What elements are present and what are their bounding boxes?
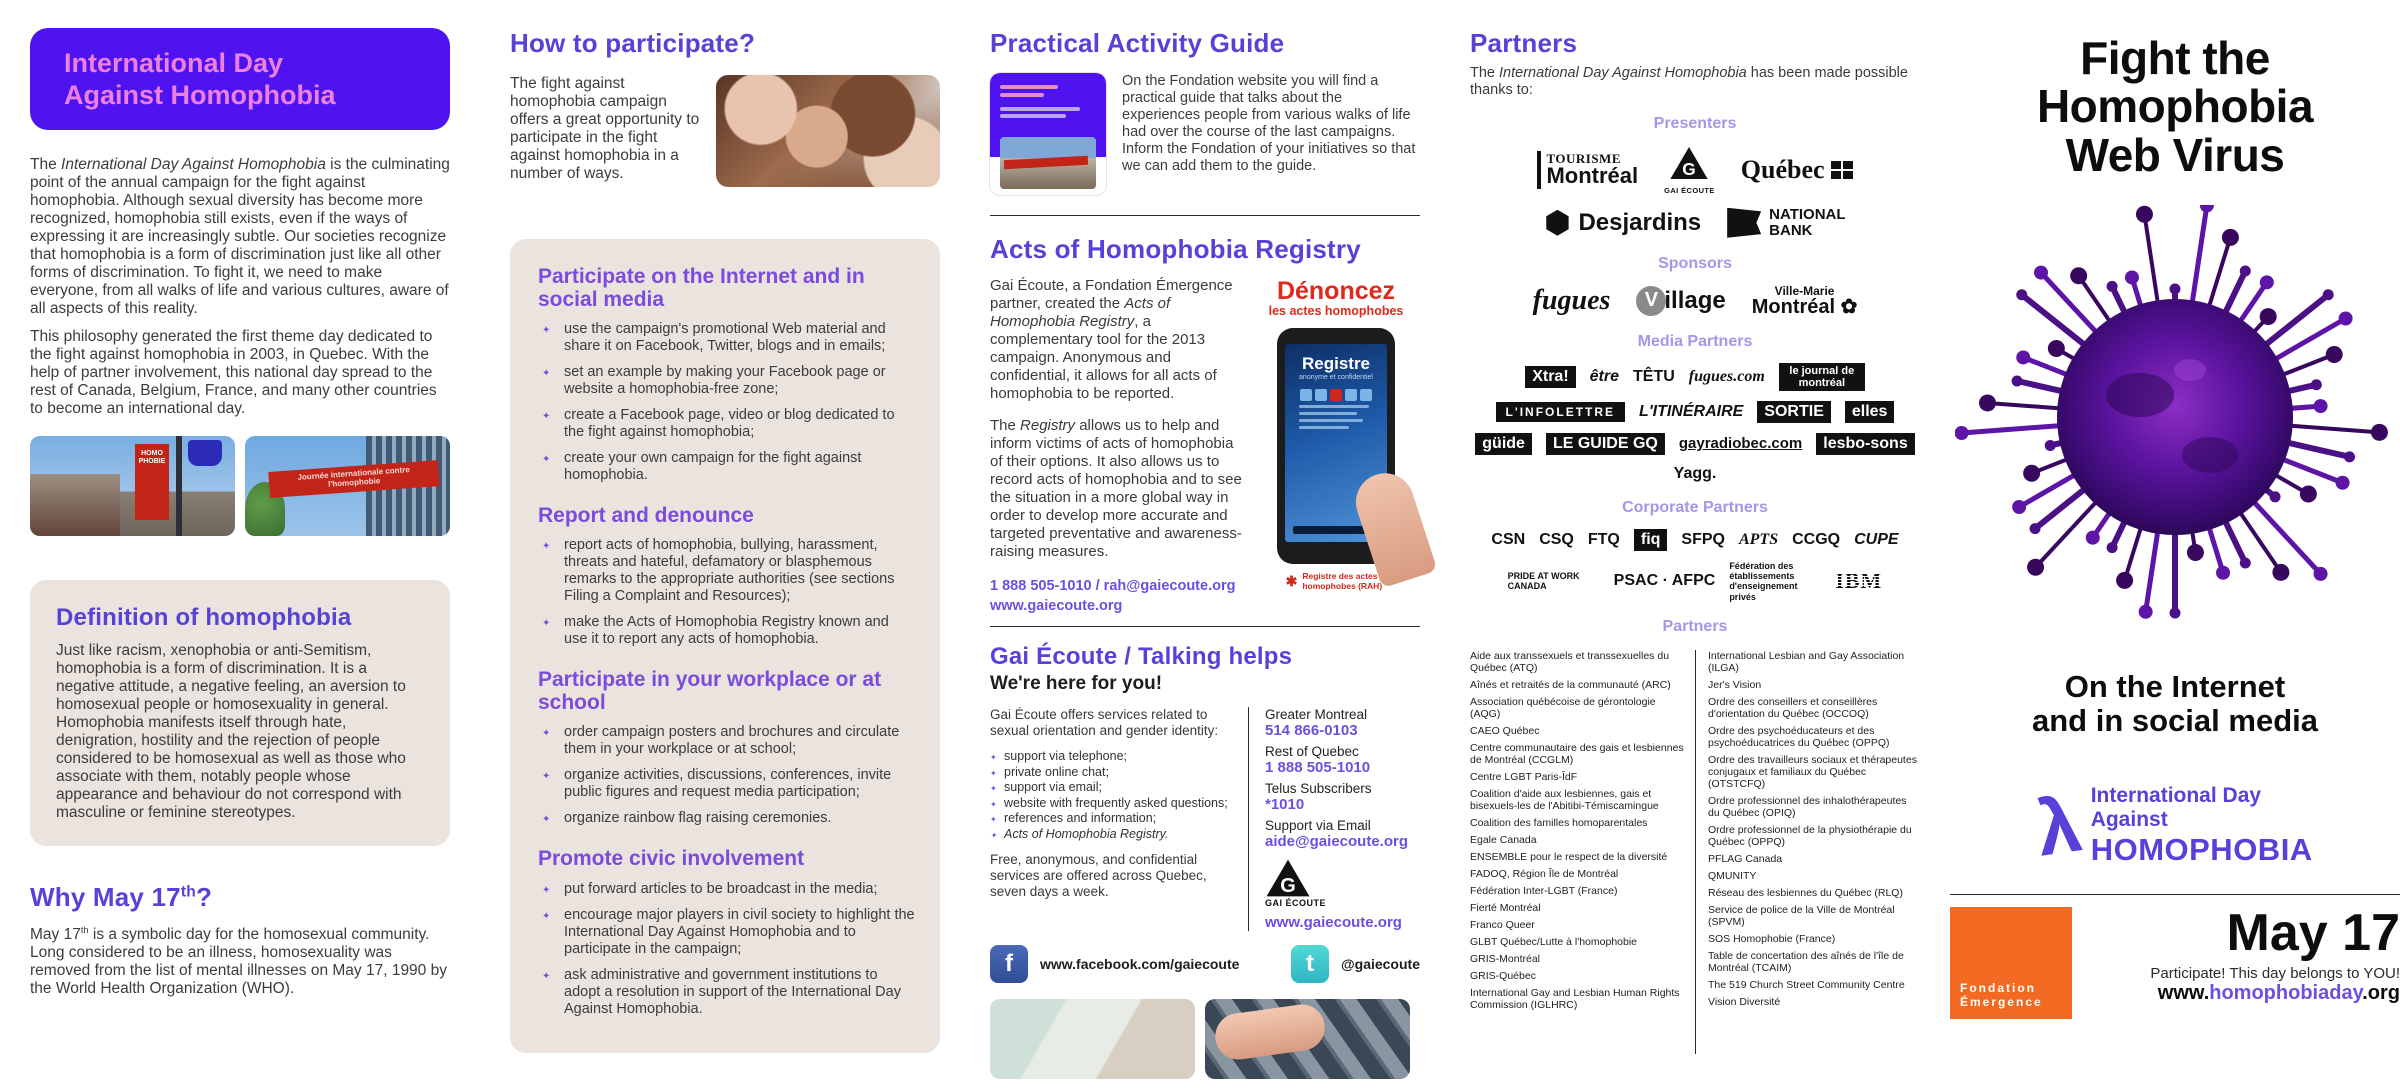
- partner-item: Réseau des lesbiennes du Québec (RLQ): [1708, 887, 1903, 900]
- partner-list-col2: [1695, 650, 1920, 1054]
- corporate-logo: SFPQ: [1681, 530, 1725, 548]
- finger-illustration: [1348, 466, 1437, 589]
- bullet-item: ✦ create your own campaign for the fight against homophobia.: [538, 450, 916, 484]
- svg-text:G: G: [1682, 159, 1697, 179]
- presenters-row-2: [1470, 207, 1920, 239]
- title-card: [30, 28, 450, 130]
- contact-value[interactable]: *1010: [1265, 796, 1305, 814]
- facebook-icon[interactable]: f: [990, 945, 1028, 983]
- media-logo: lesbo-sons: [1816, 433, 1914, 455]
- media-logo: fugues.com: [1688, 367, 1765, 385]
- bullet-item: ✦ create a Facebook page, video or blog dedicated to the fight against homophobia;: [538, 407, 916, 441]
- intro-paragraph-2: This philosophy generated the first theme day dedicated to the fight against homophobia in 2003, in Quebec. With the help of partner involvement, this national day spread to the rest of Canada, Belgium, France, and many other countries to become an international day.: [30, 328, 437, 417]
- corporate-logo: FTQ: [1587, 530, 1620, 548]
- gai-ecoute-triangle-icon: [1669, 145, 1709, 181]
- partner-item: Ordre des psychoéducateurs et des psychoéducatrices du Québec (OPPQ): [1708, 725, 1890, 750]
- partner-item: Association québécoise de gérontologie (AQG): [1470, 696, 1656, 721]
- partner-item: GRIS-Québec: [1470, 970, 1536, 983]
- registry-contact[interactable]: 1 888 505-1010 / rah@gaiecoute.org www.gaiecoute.org: [990, 578, 1236, 614]
- bullet-item: ✦ set an example by making your Facebook page or website a homophobia-free zone;: [538, 364, 916, 398]
- guide-heading: Practical Activity Guide: [990, 28, 1285, 58]
- photo-banner-pole: [30, 436, 235, 536]
- desjardins-diamond-icon: [1544, 210, 1570, 236]
- definition-body: Just like racism, xenophobia or anti-Semitism, homophobia is a form of discrimination. It is a negative attitude, a negative feeling, an aversion to homosexual people or homosexuality in general. Homophobia manifests itself through hate, denigration, hostility and the rejection of people considered to be homosexual as well as those who associate with them, notably people whose appearance and behaviour do not correspond with masculine or feminine stereotypes.: [56, 642, 406, 821]
- screen-line: [1299, 412, 1357, 415]
- media-logo: L'INFOLETTRE: [1496, 402, 1626, 422]
- contact-label: Support via Email: [1265, 818, 1371, 834]
- sponsors-row: [1470, 285, 1920, 317]
- section-civic-bullets: [538, 881, 916, 1018]
- partner-item: GLBT Québec/Lutte à l'homophobie: [1470, 936, 1638, 949]
- tourisme-line2: Montréal: [1546, 163, 1639, 188]
- guide-cover-line: [1000, 93, 1044, 97]
- why-may17-body: May 17th is a symbolic day for the homosexual community. Long considered to be an illness, homosexuality was removed from the list of mental illnesses on May 17, 1990 by the World Health Organization (WHO).: [30, 925, 447, 998]
- quebec-wordmark: Québec: [1740, 155, 1825, 184]
- footer-divider: [1950, 894, 2400, 895]
- partner-item: Coalition d'aide aux lesbiennes, gais et bisexuels-les de l'Abitibi-Témiscamingue: [1470, 788, 1659, 813]
- national-bank-flag-icon: [1727, 208, 1761, 238]
- contact-value[interactable]: 514 866-0103: [1265, 722, 1358, 740]
- gai-ecoute-presenter-logo: [1664, 145, 1715, 195]
- partner-item: Ordre des travailleurs sociaux et thérapeutes conjugaux et familiaux du Québec (OTSTCFQ): [1708, 754, 1917, 791]
- category-sponsors: Sponsors: [1658, 254, 1732, 272]
- partner-item: CAEO Québec: [1470, 725, 1540, 738]
- screen-line: [1299, 419, 1363, 422]
- partner-lists: [1470, 650, 1920, 1054]
- contact-item: [1265, 707, 1420, 739]
- gai-ecoute-triangle-icon: [1265, 858, 1311, 898]
- partner-item: PFLAG Canada: [1708, 853, 1783, 866]
- section-internet: [538, 265, 916, 484]
- twitter-handle[interactable]: @gaiecoute: [1340, 956, 1420, 973]
- service-item: ✦ website with frequently asked questions;: [990, 796, 1236, 812]
- corporate-logo: IBM: [1835, 568, 1883, 594]
- why-may17-heading: Why May 17th?: [30, 882, 213, 912]
- partner-item: Franco Queer: [1470, 919, 1535, 932]
- bullet-item: ✦ organize rainbow flag raising ceremonies.: [538, 810, 916, 827]
- corporate-logo: APTS: [1738, 530, 1779, 548]
- svg-text:G: G: [1280, 874, 1296, 897]
- section-internet-bullets: [538, 321, 916, 484]
- corporate-logo: PRIDE AT WORK CANADA: [1507, 571, 1580, 592]
- gai-ecoute-website[interactable]: www.gaiecoute.org: [1265, 914, 1402, 932]
- presenters-row-1: [1470, 145, 1920, 195]
- phone-app-icons: [1285, 389, 1387, 401]
- partner-item: Coalition des familles homoparentales: [1470, 817, 1648, 830]
- corporate-logo: CUPE: [1854, 530, 1899, 548]
- registry-paragraph-1: Gai Écoute, a Fondation Émergence partner, created the Acts of Homophobia Registry, a complementary tool for the 2013 campaign. Anonymous and confidential, it allows for all acts of homophobia to be reported.: [990, 277, 1233, 402]
- registry-paragraph-2: The Registry allows us to help and inform victims of acts of homophobia of their options. It also allows us to record acts of homophobia and to see the situation in a more global way in order to develop more accurate and targeted preventative and awareness-raising measures.: [990, 417, 1242, 560]
- participate-intro: The fight against homophobia campaign offers a great opportunity to participate in the fight against homophobia in a number of ways.: [510, 75, 700, 182]
- rah-logo-mark: ✱: [1285, 573, 1298, 590]
- bullet-item: ✦ organize activities, discussions, conferences, invite public figures and request media participation;: [538, 767, 916, 801]
- gai-ecoute-intro: Gai Écoute offers services related to sexual orientation and gender identity:: [990, 707, 1219, 739]
- category-presenters: Presenters: [1653, 115, 1737, 132]
- partner-item: Service de police de la Ville de Montréal (SPVM): [1708, 904, 1895, 929]
- intro-paragraph-1: The International Day Against Homophobia is the culminating point of the annual campaign for the fight against homophobia. Although sexual diversity has become more recognized, homophobia still exists, even if the ways of expressing it are increasingly subtle. Our societies recognize that homophobia is a form of discrimination just like all other forms of discrimination. To fight it, we need to make everyone, from all walks of life and various cultures, aware of all aspects of this reality.: [30, 156, 450, 317]
- panel-participate: [510, 0, 940, 1088]
- tourisme-montreal-logo: [1537, 151, 1638, 189]
- contact-value[interactable]: aide@gaiecoute.org: [1265, 833, 1408, 851]
- partner-item: Vision Diversité: [1708, 996, 1781, 1009]
- brochure-title-line2: Against Homophobia: [64, 80, 336, 110]
- contact-photos: [990, 999, 1420, 1079]
- definition-heading: Definition of homophobia: [56, 604, 352, 631]
- panel-introduction: [30, 0, 450, 1088]
- section-workplace: [538, 668, 916, 827]
- partners-heading: Partners: [1470, 28, 1578, 58]
- tourisme-line1: TOURISME: [1546, 151, 1621, 166]
- phone-screen-title: Registre: [1301, 354, 1371, 373]
- virus-illustration: [1950, 205, 2400, 630]
- desjardins-wordmark: Desjardins: [1578, 208, 1702, 236]
- guide-cover-thumbnail: [990, 73, 1106, 195]
- screen-line: [1299, 426, 1349, 429]
- contact-list: [1265, 707, 1420, 850]
- partner-item: International Lesbian and Gay Association (ILGA): [1708, 650, 1905, 675]
- gai-ecoute-logo-caption: GAI ÉCOUTE: [1265, 898, 1327, 909]
- cover-footer: [1950, 904, 2400, 1019]
- partner-item: Table de concertation des aînés de l'île de Montréal (TCAIM): [1708, 950, 1904, 975]
- partner-item: Aînés et retraités de la communauté (ARC): [1470, 679, 1671, 692]
- why-may17-section: [30, 882, 450, 998]
- service-item: ✦ Acts of Homophobia Registry.: [990, 827, 1236, 843]
- gai-ecoute-heading: Gai Écoute / Talking helps: [990, 643, 1293, 671]
- gai-ecoute-columns: [990, 707, 1420, 931]
- bullet-item: ✦ put forward articles to be broadcast in the media;: [538, 881, 916, 898]
- panel-guide-registry: [990, 0, 1420, 1088]
- cover-title: Fight the Homophobia Web Virus: [2036, 32, 2314, 181]
- contact-value[interactable]: 1 888 505-1010: [1265, 759, 1371, 777]
- bullet-item: ✦ order campaign posters and brochures and circulate them in your workplace or at school;: [538, 724, 916, 758]
- contact-item: [1265, 744, 1420, 776]
- guide-cover-line: [1000, 114, 1066, 118]
- partner-item: Fédération Inter-LGBT (France): [1470, 885, 1618, 898]
- section-report-heading: Report and denounce: [538, 504, 754, 528]
- corporate-logo: CSQ: [1539, 530, 1574, 548]
- registry-heading: Acts of Homophobia Registry: [990, 234, 1361, 264]
- partner-item: The 519 Church Street Community Centre: [1708, 979, 1905, 992]
- campaign-url[interactable]: www.homophobiaday.org: [2157, 982, 2400, 1005]
- denounce-subtitle: les actes homophobes: [1268, 304, 1404, 318]
- quebec-flag-icon: [1831, 161, 1853, 179]
- media-logo: L'ITINÉRAIRE: [1639, 402, 1744, 420]
- partner-item: ENSEMBLE pour le respect de la diversité: [1470, 851, 1668, 864]
- idah-logo: λ International Day Against HOMOPHOBIA: [2031, 779, 2313, 873]
- bullet-item: ✦ make the Acts of Homophobia Registry known and use it to report any acts of homophobia.: [538, 614, 916, 648]
- fugues-logo: fugues: [1532, 284, 1611, 316]
- partner-item: GRIS-Montréal: [1470, 953, 1541, 966]
- building-shape: [30, 474, 120, 536]
- partner-item: Ordre professionnel de la physiothérapie du Québec (OPPQ): [1708, 824, 1912, 849]
- partner-item: Centre communautaire des gais et lesbiennes de Montréal (CCGLM): [1470, 742, 1684, 767]
- guide-cover-line: [1000, 85, 1058, 89]
- media-logo: gayradiobec.com: [1678, 435, 1803, 453]
- corporate-logo: fiq: [1634, 529, 1668, 551]
- brochure-title-line1: International Day: [64, 47, 284, 78]
- corporate-logo: CCGQ: [1792, 530, 1841, 548]
- corporate-logo: CSN: [1491, 530, 1526, 548]
- bullet-item: ✦ encourage major players in civil society to highlight the International Day Against Homophobia and to participate in the campaign;: [538, 907, 916, 958]
- partner-item: QMUNITY: [1708, 870, 1757, 883]
- media-logo: güide: [1475, 433, 1532, 455]
- social-row: [990, 945, 1420, 983]
- lambda-icon: λ: [2031, 779, 2087, 873]
- bullet-item: ✦ ask administrative and government institutions to adopt a resolution in support of the International Day Against Homophobia.: [538, 967, 916, 1018]
- contact-label: Telus Subscribers: [1265, 781, 1372, 797]
- twitter-icon[interactable]: t: [1291, 945, 1329, 983]
- ville-marie-logo: Ville-Marie Montréal ✿: [1751, 283, 1858, 318]
- tourisme-bar-icon: [1537, 151, 1541, 189]
- participate-heading: How to participate?: [510, 28, 756, 58]
- panel-cover: [1950, 0, 2400, 1088]
- national-bank-wordmark: NATIONAL BANK: [1769, 206, 1846, 239]
- divider: [990, 626, 1420, 627]
- village-wordmark: illage: [1664, 286, 1726, 314]
- facebook-url[interactable]: www.facebook.com/gaiecoute: [1040, 956, 1240, 973]
- guide-cover-line: [1000, 107, 1080, 111]
- contact-label: Rest of Quebec: [1265, 744, 1359, 760]
- gai-ecoute-subheading: We're here for you!: [990, 673, 1163, 695]
- street-banner: Journée internationale contre l'homophobie: [268, 460, 439, 498]
- section-workplace-bullets: [538, 724, 916, 827]
- screen-line: [1299, 405, 1369, 408]
- media-logo: être: [1589, 367, 1620, 385]
- contact-item: [1265, 818, 1420, 850]
- section-report: [538, 504, 916, 648]
- lamp-shape: [188, 440, 222, 466]
- service-item: ✦ support via email;: [990, 780, 1236, 796]
- bullet-item: ✦ use the campaign's promotional Web material and share it on Facebook, Twitter, blogs and in emails;: [538, 321, 916, 355]
- cover-subtitle: On the Internet and in social media: [2032, 668, 2318, 738]
- photo-keyboard-typing: [990, 999, 1195, 1079]
- red-banner: HOMO PHOBIE: [135, 444, 169, 520]
- village-logo: [1636, 286, 1725, 316]
- phone-screen-subtitle: anonyme et confidentiel: [1299, 374, 1373, 381]
- corporate-logo: PSAC · AFPC: [1613, 572, 1716, 590]
- category-partners: Partners: [1662, 618, 1728, 636]
- partners-intro: The International Day Against Homophobia has been made possible thanks to:: [1470, 65, 1908, 98]
- section-internet-heading: Participate on the Internet and in social media: [538, 265, 865, 312]
- partner-item: Jer's Vision: [1708, 679, 1762, 692]
- desjardins-logo: [1544, 209, 1701, 237]
- denounce-graphic: [1256, 277, 1416, 616]
- bullet-item: ✦ report acts of homophobia, bullying, harassment, threats and hateful, defamatory or blasphemous remarks to the appropriate authorities (see sections Filing a Complaint and Resources);: [538, 537, 916, 605]
- contact-label: Greater Montreal: [1265, 707, 1368, 723]
- service-item: ✦ references and information;: [990, 811, 1236, 827]
- partner-item: International Gay and Lesbian Human Rights Commission (IGLHRC): [1470, 987, 1680, 1012]
- event-date: May 17: [2226, 904, 2400, 963]
- media-logo: SORTIE: [1757, 401, 1831, 423]
- partner-item: Egale Canada: [1470, 834, 1537, 847]
- village-circle-icon: V: [1636, 286, 1666, 316]
- gai-ecoute-caption: GAI ÉCOUTE: [1664, 186, 1715, 195]
- media-logo: elles: [1845, 401, 1895, 423]
- partner-list-col1: [1470, 650, 1695, 1054]
- service-item: ✦ private online chat;: [990, 765, 1236, 781]
- partner-item: Fierté Montréal: [1470, 902, 1541, 915]
- national-bank-logo: [1727, 207, 1845, 239]
- section-civic-heading: Promote civic involvement: [538, 847, 805, 871]
- section-workplace-heading: Participate in your workplace or at school: [538, 668, 882, 715]
- finger-shape: [1212, 1002, 1327, 1063]
- participate-card: [510, 239, 940, 1053]
- partner-item: SOS Homophobie (France): [1708, 933, 1836, 946]
- gai-ecoute-contacts: [1248, 707, 1420, 931]
- gai-ecoute-footer: Free, anonymous, and confidential services are offered across Quebec, seven days a week.: [990, 852, 1207, 900]
- corporate-logo: Fédération des établissements d'enseignement privés: [1729, 560, 1798, 602]
- category-corporate-partners: Corporate Partners: [1622, 498, 1768, 516]
- pole-shape: [176, 436, 182, 536]
- photo-phone-keypad: [1205, 999, 1410, 1079]
- corporate-partner-logos: [1470, 529, 1920, 602]
- partner-item: FADOQ, Région Île de Montréal: [1470, 868, 1619, 881]
- photo-street-banner: [245, 436, 450, 536]
- section-civic: [538, 847, 916, 1017]
- gai-ecoute-services: [990, 749, 1236, 842]
- media-partner-logos: [1470, 363, 1920, 483]
- gai-ecoute-logo: [1265, 858, 1420, 908]
- divider: [990, 215, 1420, 216]
- denounce-title: Dénoncez: [1276, 277, 1396, 305]
- media-logo: LE GUIDE GQ: [1546, 433, 1665, 455]
- photo-hands-together: [716, 75, 940, 187]
- rah-logo-label: Registre des actes homophobes (RAH): [1302, 571, 1383, 591]
- cta-text: Participate! This day belongs to YOU!: [2150, 965, 2400, 983]
- guide-body: On the Fondation website you will find a practical guide that talks about the experiences people from various walks of life had over the course of the last campaigns. Inform the Fondation of your initiatives so that we can add them to the guide.: [1122, 73, 1416, 174]
- street-photos: [30, 436, 450, 536]
- partner-item: Ordre professionnel des inhalothérapeutes du Québec (OPIQ): [1708, 795, 1907, 820]
- service-item: ✦ support via telephone;: [990, 749, 1236, 765]
- panel-partners: [1470, 0, 1920, 1088]
- media-logo: Yagg.: [1673, 464, 1717, 482]
- category-media-partners: Media Partners: [1637, 332, 1753, 350]
- partner-item: Centre LGBT Paris-ÎdF: [1470, 771, 1578, 784]
- media-logo: Xtra!: [1525, 366, 1575, 388]
- fondation-emergence-logo: Fondation Émergence: [1950, 907, 2072, 1019]
- quebec-logo: [1741, 155, 1853, 185]
- section-report-bullets: [538, 537, 916, 648]
- partner-item: Ordre des conseillers et conseillères d'orientation du Québec (OCCOQ): [1708, 696, 1878, 721]
- registry-section: [990, 234, 1420, 616]
- media-logo: TÊTU: [1633, 367, 1675, 385]
- contact-item: [1265, 781, 1420, 813]
- definition-card: [30, 580, 450, 846]
- virus-graphic: [1955, 205, 2395, 625]
- media-logo: le journal de montréal: [1779, 363, 1865, 391]
- partner-item: Aide aux transsexuels et transsexuelles du Québec (ATQ): [1470, 650, 1670, 675]
